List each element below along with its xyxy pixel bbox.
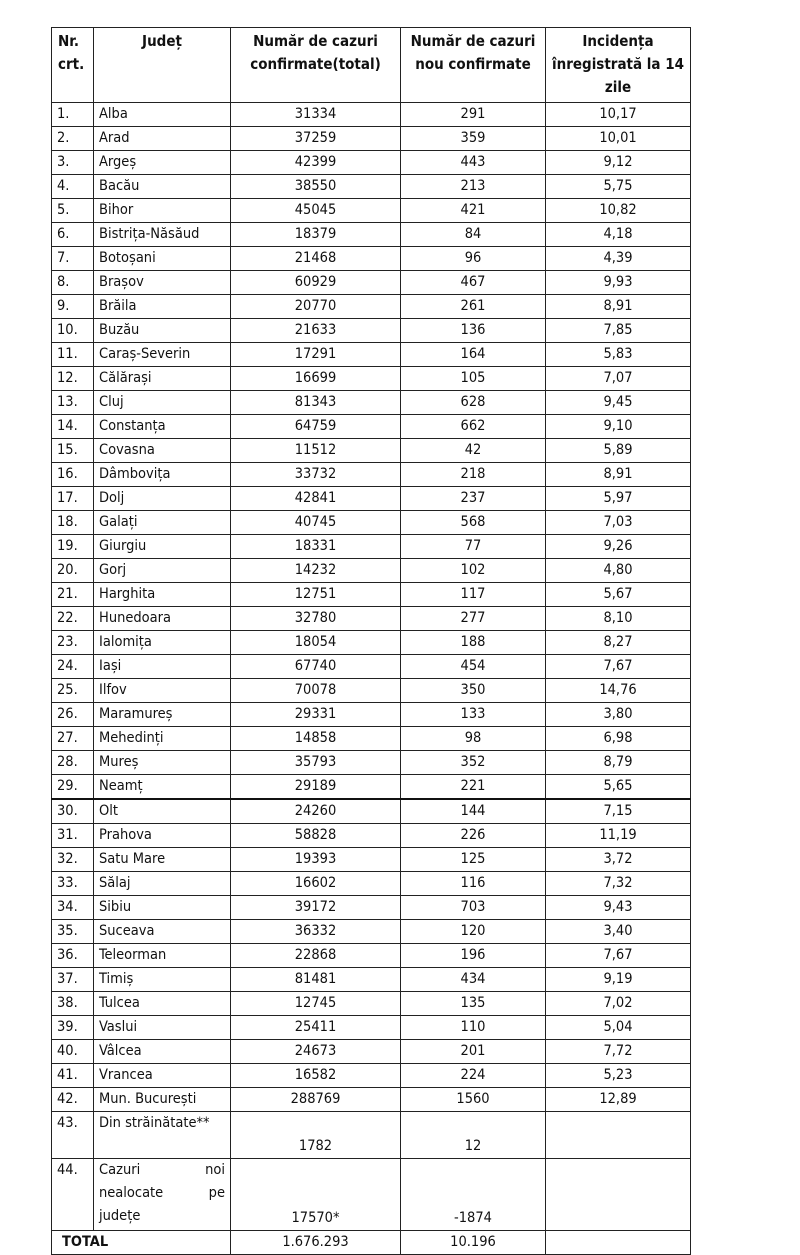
incidence xyxy=(546,1159,691,1231)
total-cases: 70078 xyxy=(231,679,401,703)
new-cases: 110 xyxy=(401,1016,546,1040)
county-name: Covasna xyxy=(94,439,231,463)
total-cases: 32780 xyxy=(231,607,401,631)
new-cases: 42 xyxy=(401,439,546,463)
new-cases: 454 xyxy=(401,655,546,679)
incidence: 9,26 xyxy=(546,535,691,559)
total-cases: 12745 xyxy=(231,992,401,1016)
table-row xyxy=(52,319,691,343)
covid-county-table xyxy=(51,27,691,1255)
total-cases: 31334 xyxy=(231,103,401,127)
table-row xyxy=(52,439,691,463)
county-name: Bacău xyxy=(94,175,231,199)
total-cases: 35793 xyxy=(231,751,401,775)
new-cases: 221 xyxy=(401,775,546,800)
county-name: Dâmbovița xyxy=(94,463,231,487)
county-name: Mehedinți xyxy=(94,727,231,751)
incidence: 4,39 xyxy=(546,247,691,271)
table-row xyxy=(52,1064,691,1088)
table-row xyxy=(52,343,691,367)
total-cases: 58828 xyxy=(231,824,401,848)
new-cases: 434 xyxy=(401,968,546,992)
total-cases: 64759 xyxy=(231,415,401,439)
total-cases: 17570* xyxy=(231,1159,401,1231)
county-name: Bihor xyxy=(94,199,231,223)
new-cases: 196 xyxy=(401,944,546,968)
header-judet: Județ xyxy=(94,28,231,103)
row-number: 2. xyxy=(52,127,94,151)
incidence: 9,12 xyxy=(546,151,691,175)
county-name: Giurgiu xyxy=(94,535,231,559)
table-row xyxy=(52,968,691,992)
total-cases: 18379 xyxy=(231,223,401,247)
header-total-cases: Număr de cazuri confirmate(total) xyxy=(231,28,401,103)
new-cases: 77 xyxy=(401,535,546,559)
total-cases: 21468 xyxy=(231,247,401,271)
total-cases: 17291 xyxy=(231,343,401,367)
incidence: 10,01 xyxy=(546,127,691,151)
incidence: 8,10 xyxy=(546,607,691,631)
table-row xyxy=(52,992,691,1016)
county-name: Harghita xyxy=(94,583,231,607)
incidence: 3,80 xyxy=(546,703,691,727)
total-cases: 20770 xyxy=(231,295,401,319)
new-cases: -1874 xyxy=(401,1159,546,1231)
table-row xyxy=(52,703,691,727)
table-row xyxy=(52,1088,691,1112)
row-number: 27. xyxy=(52,727,94,751)
header-nr-crt: Nr. crt. xyxy=(52,28,94,103)
table-header-row xyxy=(52,28,691,103)
incidence: 14,76 xyxy=(546,679,691,703)
table-row xyxy=(52,1016,691,1040)
row-number: 23. xyxy=(52,631,94,655)
new-cases: 120 xyxy=(401,920,546,944)
incidence: 5,65 xyxy=(546,775,691,800)
new-cases: 350 xyxy=(401,679,546,703)
total-cases: 24673 xyxy=(231,1040,401,1064)
row-number: 34. xyxy=(52,896,94,920)
incidence: 7,02 xyxy=(546,992,691,1016)
total-cases: 1.676.293 xyxy=(231,1231,401,1255)
total-cases: 14232 xyxy=(231,559,401,583)
header-new-cases: Număr de cazuri nou confirmate xyxy=(401,28,546,103)
row-number: 25. xyxy=(52,679,94,703)
new-cases: 117 xyxy=(401,583,546,607)
table-row xyxy=(52,655,691,679)
row-number: 32. xyxy=(52,848,94,872)
total-cases: 38550 xyxy=(231,175,401,199)
row-number: 22. xyxy=(52,607,94,631)
table-row xyxy=(52,631,691,655)
new-cases: 224 xyxy=(401,1064,546,1088)
county-name: Olt xyxy=(94,799,231,824)
table-row xyxy=(52,848,691,872)
new-cases: 1560 xyxy=(401,1088,546,1112)
county-name: Bistrița-Năsăud xyxy=(94,223,231,247)
incidence: 5,83 xyxy=(546,343,691,367)
county-name: Din străinătate** xyxy=(94,1112,231,1159)
county-name: Mureș xyxy=(94,751,231,775)
county-name: Călărași xyxy=(94,367,231,391)
table-row xyxy=(52,511,691,535)
total-cases: 11512 xyxy=(231,439,401,463)
row-number: 38. xyxy=(52,992,94,1016)
new-cases: 218 xyxy=(401,463,546,487)
row-number: 42. xyxy=(52,1088,94,1112)
row-number: 43. xyxy=(52,1112,94,1159)
row-number: 35. xyxy=(52,920,94,944)
table-row xyxy=(52,367,691,391)
row-number: 21. xyxy=(52,583,94,607)
total-cases: 16602 xyxy=(231,872,401,896)
new-cases: 102 xyxy=(401,559,546,583)
county-name: Sălaj xyxy=(94,872,231,896)
county-name: Teleorman xyxy=(94,944,231,968)
new-cases: 96 xyxy=(401,247,546,271)
total-cases: 12751 xyxy=(231,583,401,607)
row-number: 40. xyxy=(52,1040,94,1064)
total-cases: 19393 xyxy=(231,848,401,872)
new-cases: 237 xyxy=(401,487,546,511)
total-cases: 18054 xyxy=(231,631,401,655)
county-name: Suceava xyxy=(94,920,231,944)
total-cases: 42399 xyxy=(231,151,401,175)
county-name: Galați xyxy=(94,511,231,535)
row-number: 1. xyxy=(52,103,94,127)
total-cases: 21633 xyxy=(231,319,401,343)
incidence: 10,82 xyxy=(546,199,691,223)
county-name: Sibiu xyxy=(94,896,231,920)
total-cases: 33732 xyxy=(231,463,401,487)
incidence: 7,85 xyxy=(546,319,691,343)
new-cases: 213 xyxy=(401,175,546,199)
total-cases: 36332 xyxy=(231,920,401,944)
new-cases: 164 xyxy=(401,343,546,367)
incidence: 5,23 xyxy=(546,1064,691,1088)
new-cases: 226 xyxy=(401,824,546,848)
county-name: Iași xyxy=(94,655,231,679)
row-number: 18. xyxy=(52,511,94,535)
new-cases: 125 xyxy=(401,848,546,872)
row-number: 28. xyxy=(52,751,94,775)
county-name: Prahova xyxy=(94,824,231,848)
table-row xyxy=(52,1159,691,1231)
table-row xyxy=(52,535,691,559)
row-number: 15. xyxy=(52,439,94,463)
new-cases: 662 xyxy=(401,415,546,439)
incidence: 9,43 xyxy=(546,896,691,920)
county-name: Caraș-Severin xyxy=(94,343,231,367)
new-cases: 568 xyxy=(401,511,546,535)
table-row xyxy=(52,127,691,151)
row-number: 9. xyxy=(52,295,94,319)
incidence: 7,72 xyxy=(546,1040,691,1064)
table-row xyxy=(52,775,691,800)
table-row xyxy=(52,799,691,824)
table-row xyxy=(52,727,691,751)
total-cases: 37259 xyxy=(231,127,401,151)
row-number: 13. xyxy=(52,391,94,415)
total-cases: 67740 xyxy=(231,655,401,679)
new-cases: 359 xyxy=(401,127,546,151)
county-name: Vâlcea xyxy=(94,1040,231,1064)
new-cases: 105 xyxy=(401,367,546,391)
county-name: Mun. București xyxy=(94,1088,231,1112)
total-cases: 81481 xyxy=(231,968,401,992)
new-cases: 133 xyxy=(401,703,546,727)
total-cases: 29331 xyxy=(231,703,401,727)
county-name: Neamț xyxy=(94,775,231,800)
row-number: 10. xyxy=(52,319,94,343)
incidence: 5,75 xyxy=(546,175,691,199)
row-number: 39. xyxy=(52,1016,94,1040)
total-cases: 42841 xyxy=(231,487,401,511)
new-cases: 443 xyxy=(401,151,546,175)
county-name: Maramureș xyxy=(94,703,231,727)
incidence: 4,80 xyxy=(546,559,691,583)
row-number: 20. xyxy=(52,559,94,583)
incidence: 7,07 xyxy=(546,367,691,391)
table-row xyxy=(52,223,691,247)
row-number: 8. xyxy=(52,271,94,295)
row-number: 5. xyxy=(52,199,94,223)
table-row xyxy=(52,295,691,319)
county-name: Cluj xyxy=(94,391,231,415)
table-row xyxy=(52,1040,691,1064)
new-cases: 84 xyxy=(401,223,546,247)
county-name: Constanța xyxy=(94,415,231,439)
row-number: 11. xyxy=(52,343,94,367)
table-row xyxy=(52,607,691,631)
table-row xyxy=(52,824,691,848)
row-number: 24. xyxy=(52,655,94,679)
county-name: Alba xyxy=(94,103,231,127)
header-incidence: Incidența înregistrată la 14 zile xyxy=(546,28,691,103)
new-cases: 421 xyxy=(401,199,546,223)
row-number: 7. xyxy=(52,247,94,271)
incidence: 7,67 xyxy=(546,655,691,679)
table-row xyxy=(52,920,691,944)
county-name: Brăila xyxy=(94,295,231,319)
total-cases: 81343 xyxy=(231,391,401,415)
new-cases: 467 xyxy=(401,271,546,295)
total-cases: 18331 xyxy=(231,535,401,559)
row-number: 4. xyxy=(52,175,94,199)
incidence: 7,03 xyxy=(546,511,691,535)
total-cases: 288769 xyxy=(231,1088,401,1112)
table-row xyxy=(52,175,691,199)
row-number: 14. xyxy=(52,415,94,439)
table-row xyxy=(52,391,691,415)
incidence: 6,98 xyxy=(546,727,691,751)
new-cases: 144 xyxy=(401,799,546,824)
county-name: Dolj xyxy=(94,487,231,511)
incidence: 7,15 xyxy=(546,799,691,824)
total-cases: 22868 xyxy=(231,944,401,968)
total-new-cases: 10.196 xyxy=(401,1231,546,1255)
total-cases: 29189 xyxy=(231,775,401,800)
table-row xyxy=(52,679,691,703)
county-name: Cazuri noi nealocate pe județe xyxy=(94,1159,231,1231)
county-name: Argeș xyxy=(94,151,231,175)
row-number: 26. xyxy=(52,703,94,727)
new-cases: 277 xyxy=(401,607,546,631)
county-name: Ialomița xyxy=(94,631,231,655)
new-cases: 116 xyxy=(401,872,546,896)
incidence: 8,91 xyxy=(546,295,691,319)
total-cases: 45045 xyxy=(231,199,401,223)
new-cases: 628 xyxy=(401,391,546,415)
table-body xyxy=(52,103,691,1255)
table-row xyxy=(52,199,691,223)
table-row xyxy=(52,583,691,607)
county-name: Timiș xyxy=(94,968,231,992)
table-row xyxy=(52,271,691,295)
table-row xyxy=(52,872,691,896)
table-row xyxy=(52,896,691,920)
total-cases: 25411 xyxy=(231,1016,401,1040)
incidence: 12,89 xyxy=(546,1088,691,1112)
table-row xyxy=(52,944,691,968)
table-row xyxy=(52,487,691,511)
new-cases: 352 xyxy=(401,751,546,775)
incidence: 7,32 xyxy=(546,872,691,896)
new-cases: 12 xyxy=(401,1112,546,1159)
incidence: 8,79 xyxy=(546,751,691,775)
county-name: Vaslui xyxy=(94,1016,231,1040)
total-cases: 40745 xyxy=(231,511,401,535)
county-name: Arad xyxy=(94,127,231,151)
row-number: 6. xyxy=(52,223,94,247)
row-number: 19. xyxy=(52,535,94,559)
incidence: 3,40 xyxy=(546,920,691,944)
county-name: Vrancea xyxy=(94,1064,231,1088)
new-cases: 98 xyxy=(401,727,546,751)
county-name: Buzău xyxy=(94,319,231,343)
incidence: 5,04 xyxy=(546,1016,691,1040)
county-name: Hunedoara xyxy=(94,607,231,631)
row-number: 44. xyxy=(52,1159,94,1231)
row-number: 37. xyxy=(52,968,94,992)
incidence: 4,18 xyxy=(546,223,691,247)
table-row xyxy=(52,1112,691,1159)
incidence: 7,67 xyxy=(546,944,691,968)
total-label: TOTAL xyxy=(52,1231,231,1255)
row-number: 17. xyxy=(52,487,94,511)
row-number: 36. xyxy=(52,944,94,968)
incidence xyxy=(546,1112,691,1159)
row-number: 41. xyxy=(52,1064,94,1088)
incidence: 5,97 xyxy=(546,487,691,511)
new-cases: 261 xyxy=(401,295,546,319)
incidence: 8,91 xyxy=(546,463,691,487)
total-cases: 14858 xyxy=(231,727,401,751)
row-number: 33. xyxy=(52,872,94,896)
total-cases: 16699 xyxy=(231,367,401,391)
table-row xyxy=(52,247,691,271)
total-cases: 60929 xyxy=(231,271,401,295)
county-name: Brașov xyxy=(94,271,231,295)
county-name: Satu Mare xyxy=(94,848,231,872)
total-cases: 1782 xyxy=(231,1112,401,1159)
total-row xyxy=(52,1231,691,1255)
table-row xyxy=(52,751,691,775)
incidence: 9,93 xyxy=(546,271,691,295)
incidence: 5,89 xyxy=(546,439,691,463)
total-cases: 16582 xyxy=(231,1064,401,1088)
new-cases: 135 xyxy=(401,992,546,1016)
incidence: 9,10 xyxy=(546,415,691,439)
table-row xyxy=(52,103,691,127)
table-row xyxy=(52,463,691,487)
incidence: 9,45 xyxy=(546,391,691,415)
total-cases: 24260 xyxy=(231,799,401,824)
row-number: 29. xyxy=(52,775,94,800)
incidence: 3,72 xyxy=(546,848,691,872)
county-name: Tulcea xyxy=(94,992,231,1016)
total-cases: 39172 xyxy=(231,896,401,920)
table-row xyxy=(52,415,691,439)
county-name: Botoșani xyxy=(94,247,231,271)
row-number: 3. xyxy=(52,151,94,175)
incidence: 5,67 xyxy=(546,583,691,607)
table-row xyxy=(52,559,691,583)
row-number: 31. xyxy=(52,824,94,848)
new-cases: 136 xyxy=(401,319,546,343)
total-incidence xyxy=(546,1231,691,1255)
incidence: 9,19 xyxy=(546,968,691,992)
incidence: 11,19 xyxy=(546,824,691,848)
new-cases: 188 xyxy=(401,631,546,655)
row-number: 30. xyxy=(52,799,94,824)
new-cases: 703 xyxy=(401,896,546,920)
row-number: 16. xyxy=(52,463,94,487)
incidence: 8,27 xyxy=(546,631,691,655)
table-row xyxy=(52,151,691,175)
row-number: 12. xyxy=(52,367,94,391)
county-name: Gorj xyxy=(94,559,231,583)
incidence: 10,17 xyxy=(546,103,691,127)
county-name: Ilfov xyxy=(94,679,231,703)
new-cases: 201 xyxy=(401,1040,546,1064)
new-cases: 291 xyxy=(401,103,546,127)
